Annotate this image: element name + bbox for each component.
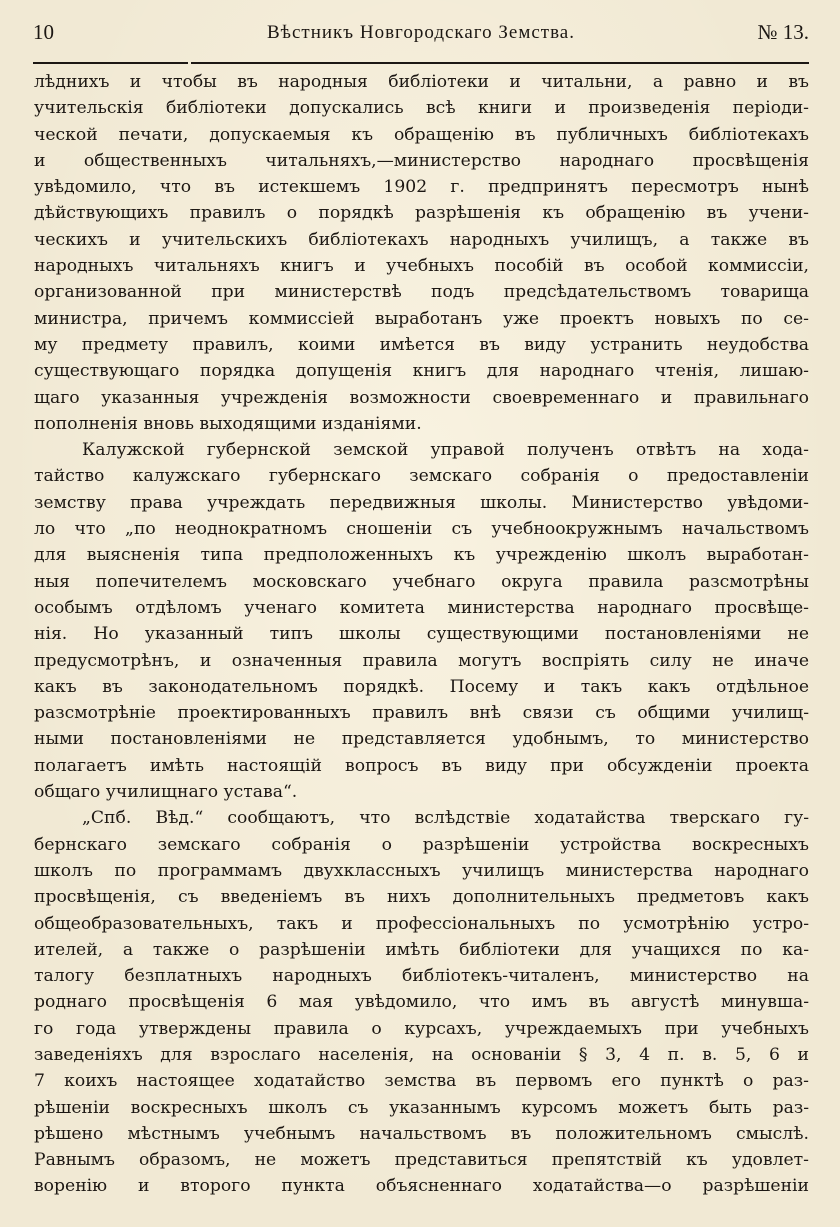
- text-line: для выясненія типа предположенныхъ къ учрежденію школъ выработан-: [34, 545, 809, 566]
- text-line: Калужской губернской земской управой полученъ отвѣтъ на хода-: [82, 440, 809, 461]
- text-line: бернскаго земскаго собранія о разрѣшеніи устройства воскресныхъ: [34, 834, 809, 855]
- text-line: народныхъ читальняхъ книгъ и учебныхъ пособій въ особой коммиссіи,: [34, 256, 809, 277]
- text-line: лѣднихъ и чтобы въ народныя библіотеки и читальни, а равно и въ: [34, 72, 809, 92]
- text-line: ческой печати, допускаемыя къ обращенію въ публичныхъ библіотекахъ: [34, 124, 809, 145]
- text-line: ло что „по неоднократномъ сношеніи съ учебноокружнымъ начальствомъ: [34, 519, 809, 540]
- text-line: му предмету правилъ, коими имѣется въ виду устранить неудобства: [34, 334, 809, 355]
- text-line: организованной при министерствѣ подъ предсѣдательствомъ товарища: [34, 282, 809, 303]
- text-line: талогу безплатныхъ народныхъ библіотекъ-читаленъ, министерство на: [34, 966, 809, 987]
- text-line: общаго училищнаго устава“.: [34, 782, 298, 803]
- text-line: го года утверждены правила о курсахъ, учреждаемыхъ при учебныхъ: [34, 1018, 809, 1039]
- text-line: рѣшено мѣстнымъ учебнымъ начальствомъ въ положительномъ смыслѣ.: [34, 1123, 809, 1144]
- text-line: земству права учреждать передвижныя школы. Министерство увѣдоми-: [34, 492, 809, 513]
- text-line: предусмотрѣнъ, и означенныя правила могутъ воспріять силу не иначе: [34, 650, 809, 671]
- text-line: существующаго порядка допущенія книгъ для народнаго чтенія, лишаю-: [34, 361, 809, 382]
- text-line: полагаетъ имѣть настоящій вопросъ въ виду при обсужденіи проекта: [34, 755, 809, 776]
- article-body: [34, 69, 809, 1200]
- text-line: и общественныхъ читальняхъ,—министерство народнаго просвѣщенія: [34, 150, 809, 171]
- text-line: общеобразовательныхъ, такъ и профессіональныхъ по усмотрѣнію устро-: [34, 913, 809, 934]
- text-line: разсмотрѣніе проектированныхъ правилъ внѣ связи съ общими училищ-: [34, 703, 809, 724]
- text-line: роднаго просвѣщенія 6 мая увѣдомило, что имъ въ августѣ минувша-: [34, 992, 809, 1013]
- text-line: нія. Но указанный типъ школы существующими постановленіями не: [34, 624, 809, 645]
- page-header: [33, 18, 809, 50]
- text-line: ныя попечителемъ московскаго учебнаго округа правила разсмотрѣны: [34, 571, 809, 592]
- text-line: просвѣщенія, съ введеніемъ въ нихъ дополнительныхъ предметовъ какъ: [34, 887, 809, 908]
- page-number: 10: [33, 20, 54, 44]
- text-line: какъ въ законодательномъ порядкѣ. Посему и такъ какъ отдѣльное: [34, 676, 809, 697]
- text-line: пополненія вновь выходящими изданіями.: [34, 413, 422, 434]
- text-line: заведеніяхъ для взрослаго населенія, на основаніи § 3, 4 п. в. 5, 6 и: [34, 1044, 809, 1065]
- text-line: учительскія библіотеки допускались всѣ книги и произведенія періоди-: [34, 98, 809, 119]
- text-line: ителей, а также о разрѣшеніи имѣть библіотеки для учащихся по ка-: [34, 939, 809, 960]
- text-line: рѣшеніи воскресныхъ школъ съ указаннымъ курсомъ можетъ быть раз-: [34, 1097, 809, 1118]
- text-line: школъ по программамъ двухклассныхъ училищъ министерства народнаго: [34, 860, 809, 881]
- issue-number: № 13.: [757, 20, 809, 44]
- header-rule-right: [191, 62, 809, 64]
- text-line: тайство калужскаго губернскаго земскаго собранія о предоставленіи: [34, 466, 809, 487]
- text-line: дѣйствующихъ правилъ о порядкѣ разрѣшенія къ обращенію въ учени-: [34, 203, 809, 224]
- text-line: особымъ отдѣломъ ученаго комитета министерства народнаго просвѣще-: [34, 597, 809, 618]
- text-line: щаго указанныя учрежденія возможности своевременнаго и правильнаго: [34, 387, 809, 408]
- header-rule-left: [33, 62, 188, 64]
- text-line: министра, причемъ коммиссіей выработанъ уже проектъ новыхъ по се-: [34, 308, 809, 329]
- text-line: Равнымъ образомъ, не можетъ представиться препятствій къ удовлет-: [34, 1150, 809, 1171]
- running-title: Вѣстникъ Новгородскаго Земства.: [267, 22, 575, 43]
- text-line: ческихъ и учительскихъ библіотекахъ народныхъ училищъ, а также въ: [34, 229, 809, 250]
- text-line: 7 коихъ настоящее ходатайство земства въ первомъ его пунктѣ о раз-: [34, 1071, 809, 1092]
- text-line: „Спб. Вѣд.“ сообщаютъ, что вслѣдствіе ходатайства тверскаго гу-: [82, 808, 809, 829]
- text-line: ными постановленіями не представляется удобнымъ, то министерство: [34, 729, 809, 750]
- text-line: воренію и второго пункта объясненнаго ходатайства—о разрѣшеніи: [34, 1176, 809, 1197]
- text-line: увѣдомило, что въ истекшемъ 1902 г. предпринятъ пересмотръ нынѣ: [34, 177, 809, 198]
